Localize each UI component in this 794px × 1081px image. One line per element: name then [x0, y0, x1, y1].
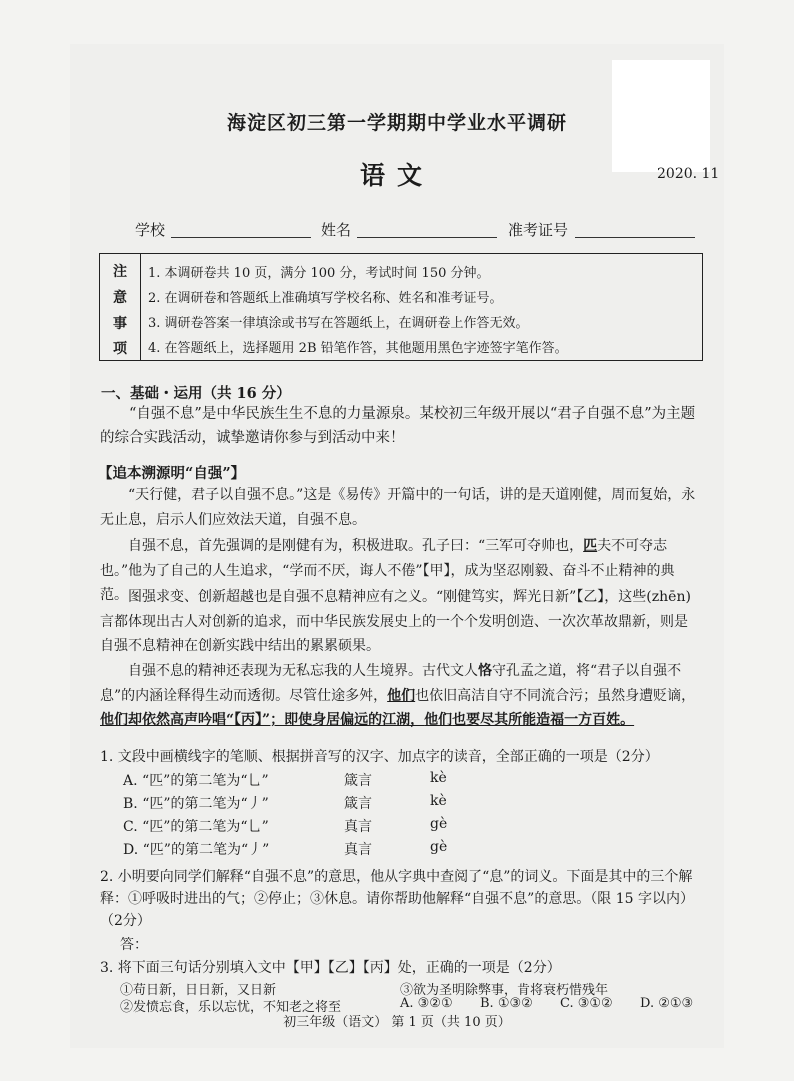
name-label: 姓名 [321, 221, 352, 239]
underlined-char: 匹 [583, 538, 598, 554]
dotted-char: 恪 [478, 663, 492, 679]
passage-subtitle: 【追本溯源明“自强”】 [98, 465, 246, 482]
notice-item: 2. 在调研卷和答题纸上准确填写学校名称、姓名和准考证号。 [148, 291, 503, 306]
notice-side-char: 注 [113, 264, 127, 280]
passage-paragraph [100, 659, 700, 733]
passage-text: 也依旧高洁自守不同流合污；虽然身遭贬谪， [415, 687, 696, 704]
underlined-text: 也要尽其所能造福一方百姓。 [452, 712, 635, 728]
q1-option-pinyin: gè [430, 816, 448, 832]
q3-option-a[interactable]: A. ③②① [400, 996, 453, 1011]
underlined-text: 他们 [424, 712, 453, 728]
passage-text: 守孔孟之道，将“君子以自强不息”的内涵诠释得生动而透彻。尽管仕途多舛， [100, 663, 682, 704]
passage-p1: “天行健，君子以自强不息。”这是《易传》开篇中的一句话，讲的是天道刚健，周而复始，永无止息，启示人们应效法天道，自强不息。 [100, 487, 696, 528]
exam-title: 海淀区初三第一学期期中学业水平调研 [226, 112, 567, 134]
q1-option-word: 箴言 [344, 796, 372, 812]
passage-text: 自强不息的精神还表现为无私忘我的人生境界。古代文人 [128, 663, 478, 679]
subject-title: 语文 [359, 161, 434, 190]
exam-date: 2020. 11 [657, 166, 720, 182]
page-footer: 初三年级（语文） 第 1 页（共 10 页） [283, 1015, 511, 1030]
section-heading: 一、基础・运用（共 16 分） [101, 385, 291, 402]
notice-item: 1. 本调研卷共 10 页，满分 100 分，考试时间 150 分钟。 [148, 266, 490, 281]
q1-option-b[interactable]: B. “匹”的第二笔为“丿” [123, 796, 269, 812]
question-3: 3. 将下面三句话分别填入文中【甲】【乙】【丙】处，正确的一项是（2分） [100, 960, 561, 976]
q3-option-b[interactable]: B. ①③② [480, 996, 533, 1011]
q3-option-d[interactable]: D. ②①③ [640, 996, 694, 1011]
q1-option-pinyin: gè [430, 839, 448, 855]
q1-option-a[interactable]: A. “匹”的第二笔为“乚” [123, 773, 269, 789]
passage-p3: 图强求变、创新超越也是自强不息精神应有之义。“刚健笃实，辉光日新”【乙】，这些(zhēn)言都体现出古人对创新的追求，而中华民族发展史上的一个个发明创造、一次次革故鼎新，则是自强不息精神在创新实践中结出的累累硕果。 [100, 589, 691, 654]
notice-side [100, 254, 141, 360]
question-2: 2. 小明要向同学们解释“自强不息”的意思，他从字典中查阅了“息”的词义。下面是其中的三个解释：①呼吸时进出的气；②停止；③休息。请你帮助他解释“自强不息”的意思。（限 15 字以内）（2分） [100, 869, 695, 929]
passage-paragraph [100, 585, 700, 659]
q1-option-word: 真言 [344, 842, 372, 858]
q3-line: ②发愤忘食，乐以忘忧，不知老之将至 [120, 1000, 342, 1015]
passage-text: 自强不息，首先强调的是刚健有为，积极进取。孔子曰：“三军可夺帅也， [128, 538, 584, 554]
q3-line: ①苟日新，日日新，又日新 [120, 983, 277, 998]
notice-side-char: 事 [113, 316, 127, 332]
q1-option-word: 真言 [344, 819, 372, 835]
passage-text: 夫不可夺志也。”他为了自己的人生追求，“学而不厌，诲人不倦”【甲】，成为坚忍刚毅、奋斗不止精神的典范。 [100, 538, 675, 603]
question-1: 1. 文段中画横线字的笔顺、根据拼音写的汉字、加点字的读音，全部正确的一项是（2分） [100, 749, 659, 765]
q2-answer-label[interactable]: 答： [120, 937, 148, 953]
school-label: 学校 [135, 221, 166, 239]
underlined-text: 他们却依然高声吟唱“【丙】”；即使身居偏远的江湖， [100, 712, 425, 728]
q3-option-c[interactable]: C. ③①② [560, 996, 613, 1011]
school-field[interactable] [171, 237, 311, 238]
notice-item: 4. 在答题纸上，选择题用 2B 铅笔作答，其他题用黑色字迹签字笔作答。 [148, 341, 568, 356]
q1-option-pinyin: kè [430, 793, 447, 809]
notice-side-char: 意 [113, 290, 127, 306]
section-intro: “自强不息”是中华民族生生不息的力量源泉。某校初三年级开展以“君子自强不息”为主题的综合实践活动，诚挚邀请你参与到活动中来！ [100, 406, 696, 446]
q1-option-d[interactable]: D. “匹”的第二笔为“丿” [123, 842, 270, 858]
notice-item: 3. 调研卷答案一律填涂或书写在答题纸上，在调研卷上作答无效。 [148, 316, 529, 331]
id-fields [135, 219, 695, 243]
q3-line: ③欲为圣明除弊事，肯将衰朽惜残年 [400, 983, 609, 998]
name-field[interactable] [357, 237, 497, 238]
q1-option-c[interactable]: C. “匹”的第二笔为“乚” [123, 819, 269, 835]
notice-box [99, 253, 703, 361]
exam-number-label: 准考证号 [508, 221, 569, 239]
exam-number-field[interactable] [575, 237, 695, 238]
notice-side-char: 项 [113, 341, 127, 357]
passage-paragraph [100, 483, 700, 532]
q1-option-word: 箴言 [344, 773, 372, 789]
underlined-text: 他们 [387, 687, 416, 704]
q1-option-pinyin: kè [430, 770, 447, 786]
